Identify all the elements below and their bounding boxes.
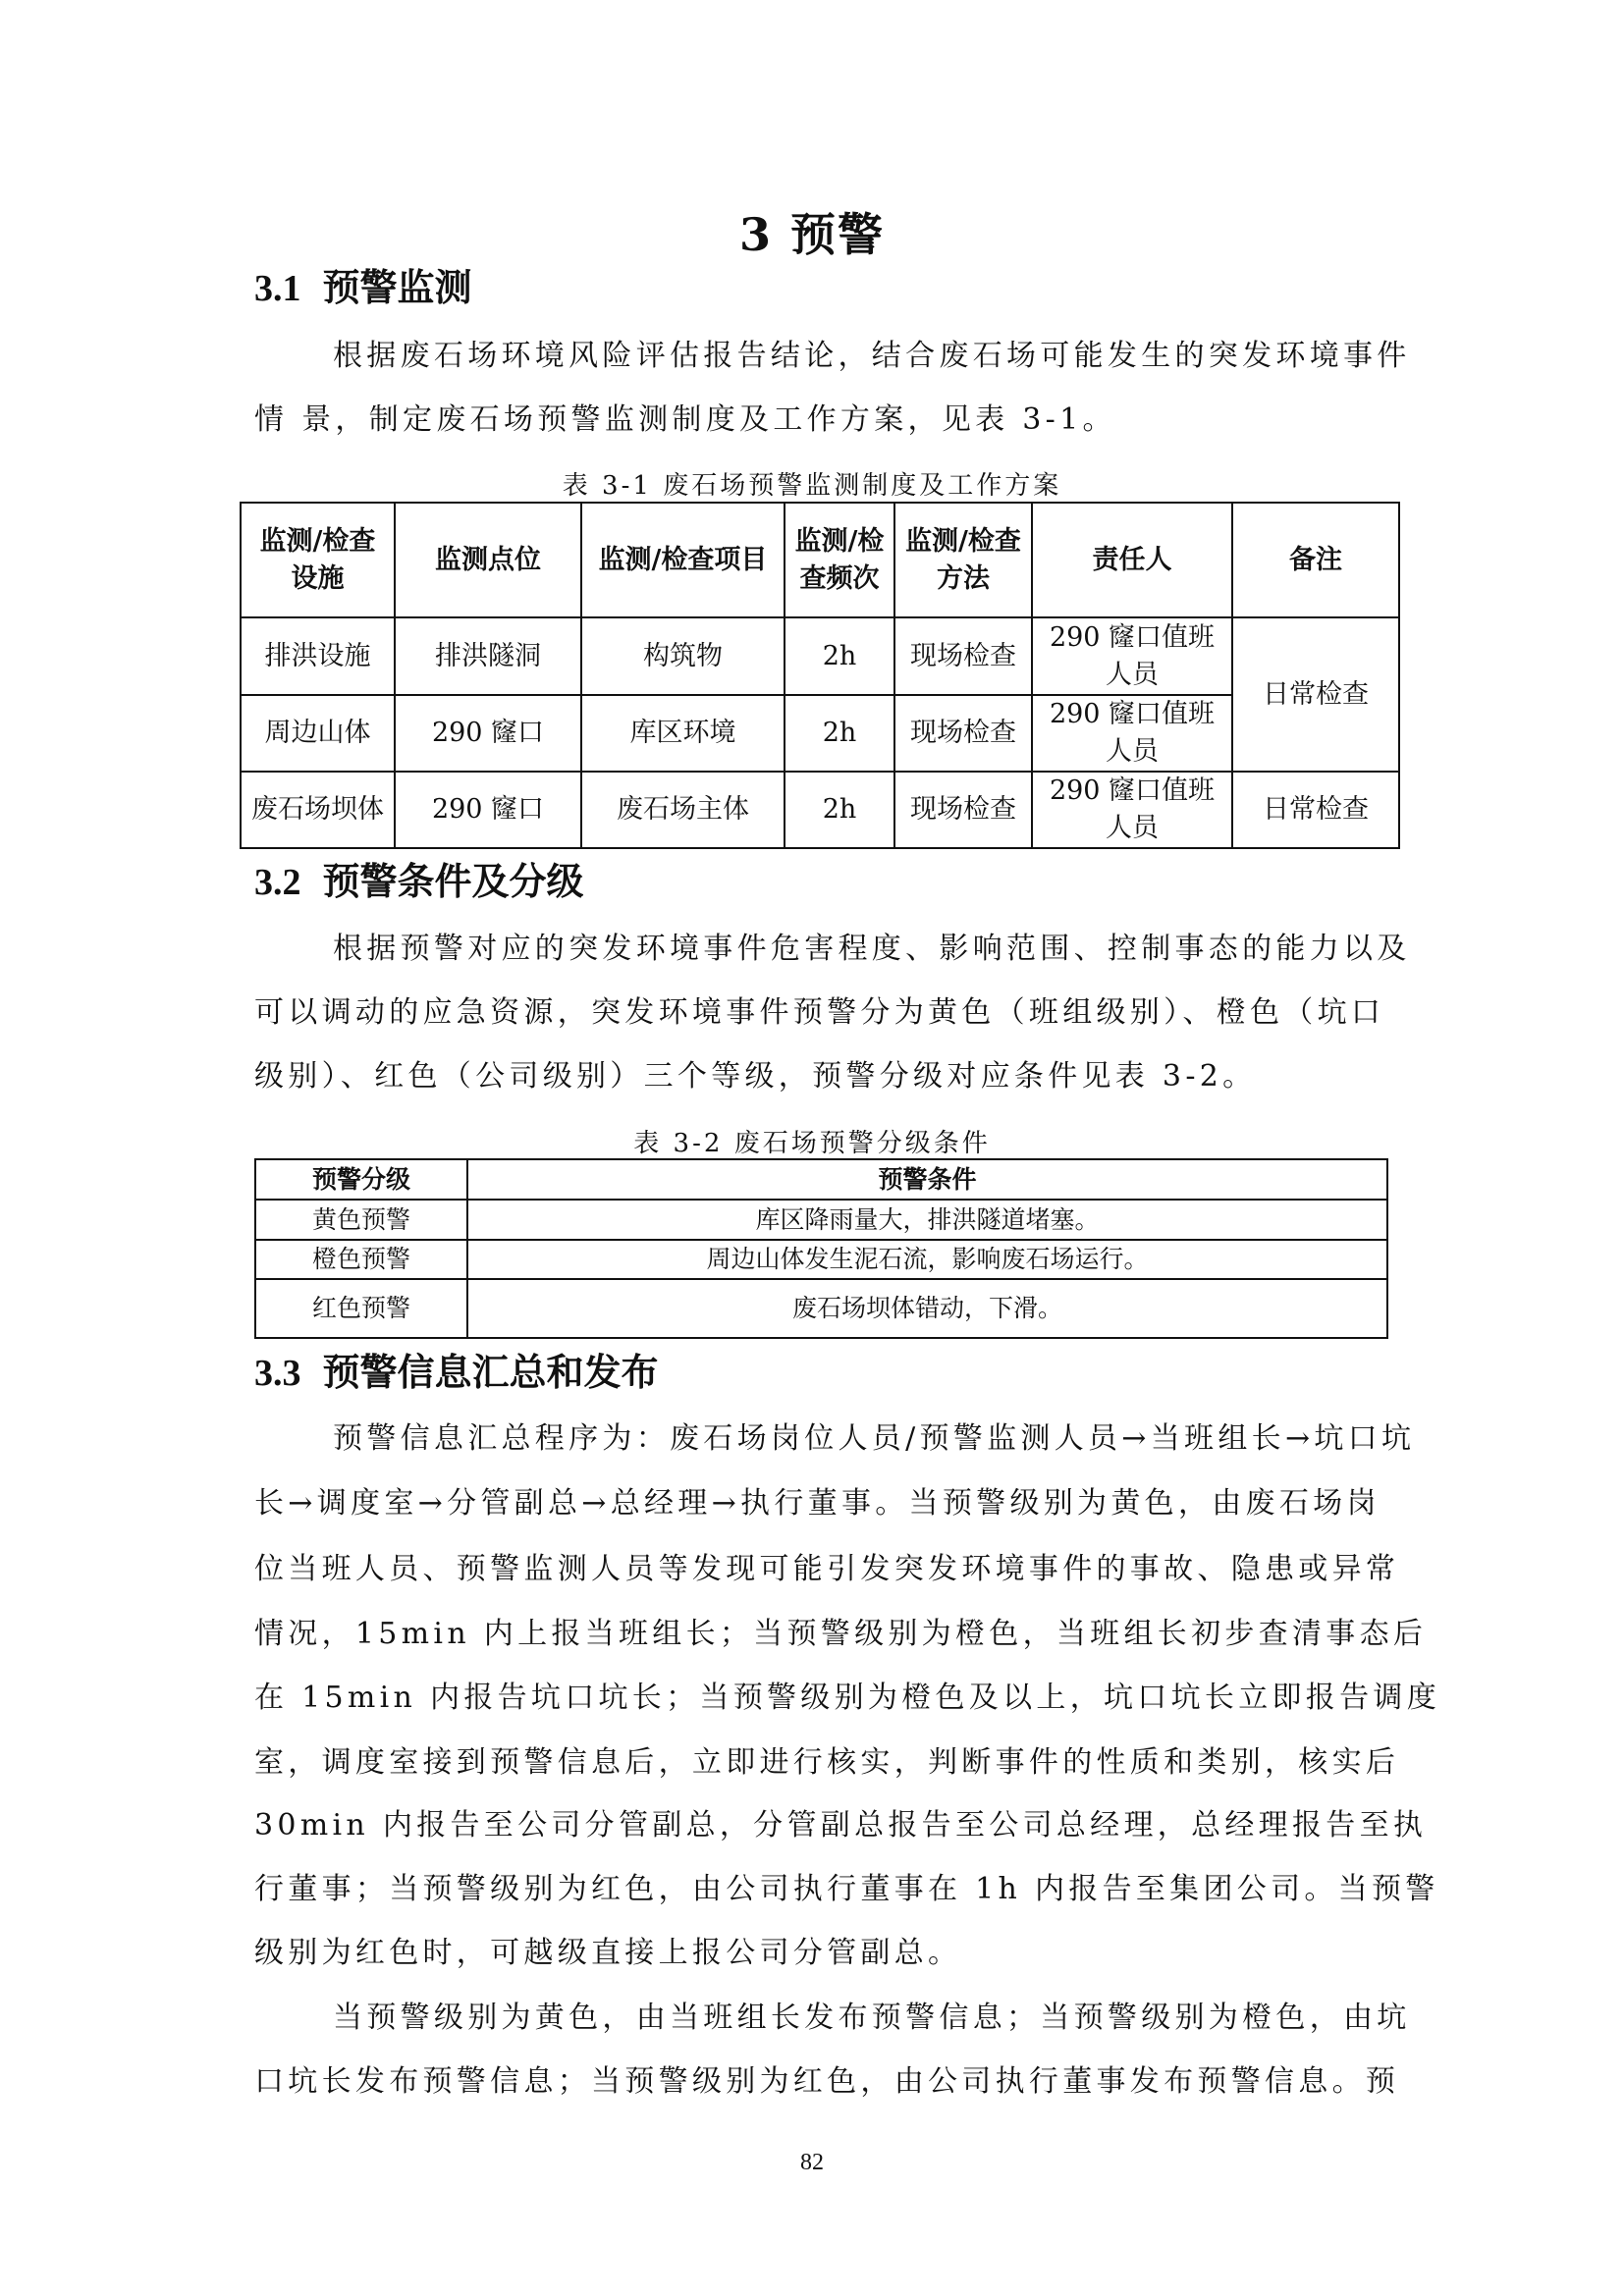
table-cell: 现场检查 [894,617,1032,695]
table-cell: 废石场主体 [581,772,785,848]
header-cell: 监测/检查方法 [894,503,1032,617]
table-cell: 排洪设施 [241,617,395,695]
section-number: 3.3 [254,1353,301,1394]
paragraph-line: 情况，15min 内上报当班组长；当预警级别为橙色，当班组长初步查清事态后 [254,1617,1428,1651]
header-cell: 预警条件 [467,1159,1387,1200]
section-title: 预警监测 [322,265,472,309]
table-cell: 290 窿口值班人员 [1032,695,1232,772]
header-cell: 责任人 [1032,503,1232,617]
section-heading-3-1 [254,257,472,311]
table-cell: 290 窿口 [395,695,581,772]
table-row [241,695,1399,772]
table-cell: 2h [785,617,894,695]
table-cell: 废石场坝体 [241,772,395,848]
warning-level-table [254,1158,1388,1339]
section-title: 预警信息汇总和发布 [322,1350,659,1394]
paragraph-line: 位当班人员、预警监测人员等发现可能引发突发环境事件的事故、隐患或异常 [254,1552,1400,1586]
table-cell: 周边山体发生泥石流，影响废石场运行。 [467,1240,1387,1279]
table-cell: 红色预警 [255,1279,467,1338]
table-cell: 2h [785,772,894,848]
paragraph-line: 当预警级别为黄色，由当班组长发布预警信息；当预警级别为橙色，由坑 [333,2001,1411,2035]
paragraph-line: 情 景，制定废石场预警监测制度及工作方案，见表 3-1。 [254,402,1116,437]
paragraph-line: 级别）、红色（公司级别）三个等级，预警分级对应条件见表 3-2。 [254,1059,1257,1094]
table-cell: 现场检查 [894,772,1032,848]
table-row [255,1200,1387,1240]
paragraph-line: 30min 内报告至公司分管副总，分管副总报告至公司总经理，总经理报告至执 [254,1808,1428,1842]
section-number: 3.2 [254,862,301,903]
paragraph-line: 级别为红色时，可越级直接上报公司分管副总。 [254,1936,962,1970]
paragraph-line: 预警信息汇总程序为：废石场岗位人员/预警监测人员→当班组长→坑口坑 [333,1421,1416,1456]
header-cell: 监测/检查频次 [785,503,894,617]
table-header-row [241,503,1399,617]
table-row [255,1240,1387,1279]
paragraph-line: 根据废石场环境风险评估报告结论，结合废石场可能发生的突发环境事件 [333,339,1411,373]
table-cell: 排洪隧洞 [395,617,581,695]
header-cell: 备注 [1232,503,1399,617]
paragraph-line: 室，调度室接到预警信息后，立即进行核实，判断事件的性质和类别，核实后 [254,1745,1400,1780]
page-number: 82 [800,2150,824,2175]
monitoring-plan-table [240,502,1400,849]
header-cell: 监测点位 [395,503,581,617]
table-cell: 黄色预警 [255,1200,467,1240]
section-number: 3.1 [254,268,301,309]
table1-caption: 表 3-1 废石场预警监测制度及工作方案 [562,471,1062,501]
table-cell: 日常检查 [1232,772,1399,848]
table-cell: 290 窿口值班人员 [1032,617,1232,695]
table-row [241,617,1399,695]
header-cell: 监测/检查设施 [241,503,395,617]
table-cell: 290 窿口值班人员 [1032,772,1232,848]
paragraph-line: 在 15min 内报告坑口坑长；当预警级别为橙色及以上，坑口坑长立即报告调度 [254,1681,1441,1715]
paragraph-line: 行董事；当预警级别为红色，由公司执行董事在 1h 内报告至集团公司。当预警 [254,1872,1439,1906]
table-cell: 周边山体 [241,695,395,772]
paragraph-line: 可以调动的应急资源，突发环境事件预警分为黄色（班组级别）、橙色（坑口 [254,995,1385,1030]
header-cell: 预警分级 [255,1159,467,1200]
paragraph-line: 根据预警对应的突发环境事件危害程度、影响范围、控制事态的能力以及 [333,932,1411,966]
section-heading-3-3 [254,1342,659,1396]
table-cell: 构筑物 [581,617,785,695]
table-cell-merged-note: 日常检查 [1232,617,1399,772]
table-row [241,772,1399,848]
table-cell: 废石场坝体错动，下滑。 [467,1279,1387,1338]
chapter-title: 3 预警 [738,208,886,261]
section-title: 预警条件及分级 [322,859,584,903]
table2-caption: 表 3-2 废石场预警分级条件 [633,1129,991,1158]
header-cell: 监测/检查项目 [581,503,785,617]
paragraph-line: 长→调度室→分管副总→总经理→执行董事。当预警级别为黄色，由废石场岗 [254,1486,1380,1521]
paragraph-line: 口坑长发布预警信息；当预警级别为红色，由公司执行董事发布预警信息。预 [254,2064,1400,2099]
table-header-row [255,1159,1387,1200]
table-cell: 库区降雨量大，排洪隧道堵塞。 [467,1200,1387,1240]
table-cell: 2h [785,695,894,772]
table-cell: 库区环境 [581,695,785,772]
table-cell: 现场检查 [894,695,1032,772]
section-heading-3-2 [254,851,584,905]
table-cell: 290 窿口 [395,772,581,848]
table-row [255,1279,1387,1338]
table-cell: 橙色预警 [255,1240,467,1279]
